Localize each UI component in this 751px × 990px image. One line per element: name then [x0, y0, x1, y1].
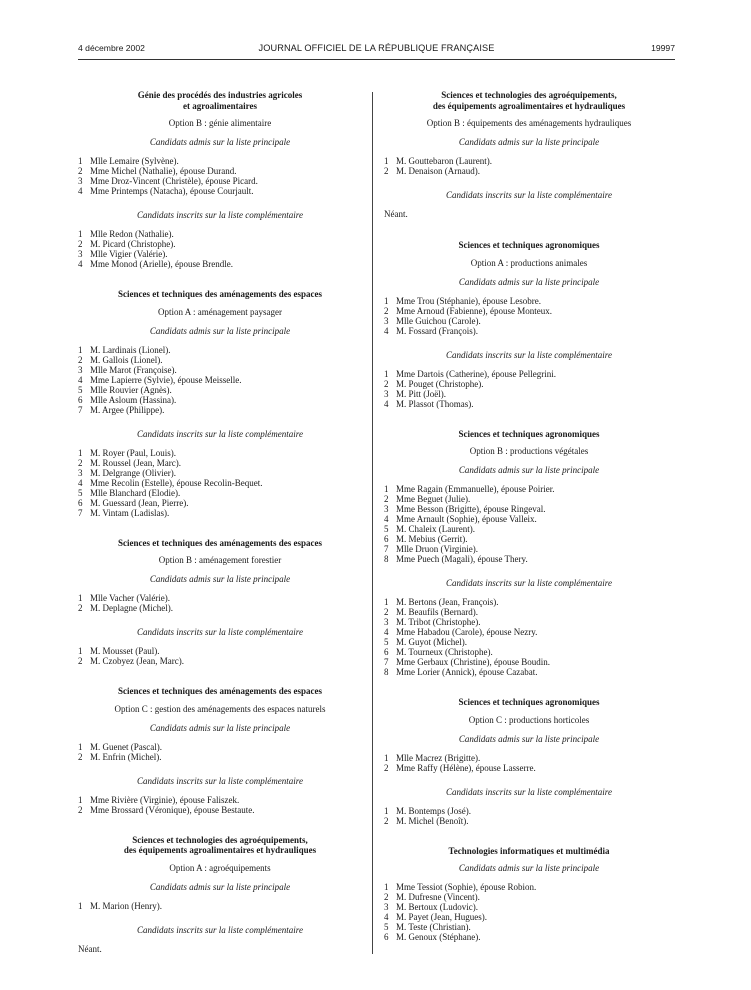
rank-number: 4 — [384, 398, 389, 409]
list-item — [78, 805, 362, 815]
list-item — [384, 544, 674, 554]
candidate-name: Mlle Rouvier (Agnès). — [90, 384, 172, 395]
header-date: 4 décembre 2002 — [78, 43, 145, 53]
rank-number: 7 — [78, 404, 83, 415]
list-item — [78, 239, 362, 249]
list-item — [384, 484, 674, 494]
list-item — [78, 176, 362, 186]
candidate-list — [384, 882, 674, 942]
list-item — [78, 478, 362, 488]
rank-number: 1 — [384, 752, 389, 763]
list-item — [78, 355, 362, 365]
list-heading: Candidats inscrits sur la liste complémentaire — [137, 210, 303, 220]
section-title — [384, 90, 674, 111]
rank-number: 4 — [384, 627, 389, 637]
list-item — [78, 656, 362, 666]
rank-number: 2 — [78, 656, 83, 666]
list-heading: Candidats admis sur la liste principale — [458, 137, 600, 147]
list-item — [78, 752, 362, 762]
rank-number: 2 — [384, 892, 389, 902]
rank-number: 3 — [78, 364, 83, 375]
candidate-name: Mlle Lemaire (Sylvène). — [90, 156, 179, 166]
section-title-line: Sciences et techniques agronomiques — [458, 428, 600, 439]
rank-number: 1 — [384, 805, 389, 816]
rank-number: 1 — [384, 295, 389, 306]
rank-number: 3 — [78, 467, 83, 478]
list-item — [78, 498, 362, 508]
rank-number: 3 — [384, 315, 389, 326]
list-item — [384, 627, 674, 637]
candidate-name: M. Bontemps (José). — [396, 805, 471, 816]
list-heading: Candidats admis sur la liste principale — [458, 276, 600, 287]
list-item — [384, 637, 674, 647]
list-item — [78, 365, 362, 375]
list-heading: Candidats inscrits sur la liste complémentaire — [137, 924, 303, 935]
rank-number: 2 — [78, 751, 83, 762]
list-item — [384, 816, 674, 826]
list-item — [78, 249, 362, 259]
neant-text: Néant. — [384, 209, 408, 219]
candidate-name: M. Deplagne (Michel). — [90, 603, 173, 613]
rank-number: 2 — [384, 494, 389, 504]
list-item — [384, 597, 674, 607]
rank-number: 1 — [78, 344, 83, 355]
option-heading: Option B : aménagement forestier — [158, 555, 282, 565]
option-heading: Option B : équipements des aménagements hydrauliques — [426, 118, 632, 128]
list-heading: Candidats admis sur la liste principale — [458, 863, 600, 873]
list-item — [78, 229, 362, 239]
section-title — [78, 90, 362, 111]
rank-number: 4 — [78, 259, 83, 269]
section-title-line: des équipements agroalimentaires et hydrauliques — [432, 100, 626, 111]
section-title — [78, 538, 362, 549]
list-item — [384, 389, 674, 399]
list-item — [384, 296, 674, 306]
section-title — [384, 429, 674, 440]
rank-number: 1 — [78, 900, 83, 911]
rank-number: 2 — [78, 354, 83, 365]
list-item — [78, 186, 362, 196]
candidate-list — [78, 742, 362, 762]
list-item — [384, 932, 674, 942]
list-item — [78, 646, 362, 656]
candidate-name: M. Delgrange (Olivier). — [90, 467, 176, 478]
candidate-name: Mme Puech (Magali), épouse Thery. — [396, 554, 528, 564]
candidate-name: Mme Tessiot (Sophie), épouse Robion. — [396, 882, 537, 892]
list-heading: Candidats admis sur la liste principale — [149, 325, 291, 336]
candidate-name: Mme Beguet (Julie). — [396, 494, 471, 504]
list-item — [78, 795, 362, 805]
candidate-name: Mlle Asloum (Hassina). — [90, 394, 177, 405]
candidate-name: M. Tribot (Christophe). — [396, 617, 481, 627]
candidate-list — [384, 484, 674, 564]
section-title — [384, 846, 674, 857]
list-item — [384, 554, 674, 564]
rank-number: 6 — [384, 932, 389, 942]
rank-number: 5 — [384, 524, 389, 534]
rank-number: 8 — [384, 554, 389, 564]
rank-number: 1 — [78, 156, 83, 166]
rank-number: 3 — [384, 902, 389, 912]
list-item — [384, 753, 674, 763]
list-item — [78, 603, 362, 613]
rank-number: 2 — [78, 804, 83, 815]
candidate-name: M. Vintam (Ladislas). — [90, 507, 170, 518]
candidate-name: Mme Brossard (Véronique), épouse Bestaute. — [90, 804, 255, 815]
candidate-name: M. Royer (Paul, Louis). — [90, 447, 176, 458]
candidate-list — [384, 296, 674, 336]
list-item — [384, 667, 674, 677]
candidate-name: Mme Recolin (Estelle), épouse Recolin-Bequet. — [90, 477, 263, 488]
candidate-name: M. Lardinais (Lionel). — [90, 344, 171, 355]
option-heading: Option C : gestion des aménagements des espaces naturels — [114, 703, 326, 714]
list-item — [78, 375, 362, 385]
rank-number: 4 — [384, 912, 389, 922]
candidate-name: Mme Rivière (Virginie), épouse Faliszek. — [90, 794, 240, 805]
list-item — [384, 399, 674, 409]
list-item — [78, 742, 362, 752]
column-divider — [372, 92, 373, 954]
list-item — [384, 902, 674, 912]
left-column — [78, 90, 362, 975]
candidate-name: Mlle Druon (Virginie). — [396, 544, 479, 554]
candidate-name: Mlle Macrez (Brigitte). — [396, 752, 481, 763]
candidate-list — [78, 646, 362, 666]
list-heading: Candidats inscrits sur la liste complémentaire — [137, 428, 303, 439]
candidate-name: Mlle Vacher (Valérie). — [90, 593, 171, 603]
candidate-name: M. Guessard (Jean, Pierre). — [90, 497, 189, 508]
list-heading: Candidats inscrits sur la liste complémentaire — [446, 349, 612, 360]
list-heading: Candidats admis sur la liste principale — [149, 722, 291, 733]
list-item — [78, 395, 362, 405]
option-heading: Option A : agroéquipements — [169, 862, 271, 873]
rank-number: 6 — [384, 647, 389, 657]
rank-number: 1 — [384, 882, 389, 892]
list-item — [78, 508, 362, 518]
option-heading: Option B : productions végétales — [469, 446, 589, 456]
rank-number: 4 — [384, 514, 389, 524]
list-item — [78, 488, 362, 498]
list-item — [384, 369, 674, 379]
list-heading: Candidats inscrits sur la liste complémentaire — [446, 578, 612, 588]
list-item — [384, 806, 674, 816]
list-item — [384, 316, 674, 326]
list-item — [384, 882, 674, 892]
candidate-name: Mlle Blanchard (Elodie). — [90, 487, 181, 498]
candidate-name: M. Mebius (Gerrit). — [396, 534, 468, 544]
candidate-name: Mlle Redon (Nathalie). — [90, 229, 174, 239]
list-item — [78, 405, 362, 415]
candidate-name: Mme Monod (Arielle), épouse Brendle. — [90, 259, 233, 269]
candidate-list — [78, 156, 362, 196]
list-item — [384, 494, 674, 504]
list-item — [384, 892, 674, 902]
candidate-name: M. Guyot (Michel). — [396, 637, 467, 647]
candidate-name: Mme Droz-Vincent (Christèle), épouse Picard. — [90, 176, 258, 186]
section-title-line: Sciences et techniques des aménagements des espaces — [118, 289, 322, 299]
candidate-name: Mme Raffy (Hélène), épouse Lasserre. — [396, 762, 536, 773]
rank-number: 2 — [384, 815, 389, 826]
candidate-list — [78, 229, 362, 269]
rank-number: 2 — [384, 378, 389, 389]
candidate-list — [78, 345, 362, 415]
candidate-name: M. Bertoux (Ludovic). — [396, 902, 478, 912]
candidate-name: M. Dufresne (Vincent). — [396, 892, 480, 902]
rank-number: 1 — [78, 229, 83, 239]
list-heading: Candidats inscrits sur la liste complémentaire — [446, 190, 612, 200]
rank-number: 7 — [384, 657, 389, 667]
candidate-list — [384, 597, 674, 677]
rank-number: 4 — [78, 186, 83, 196]
section-title-line: Technologies informatiques et multimédia — [448, 845, 610, 856]
list-heading: Candidats admis sur la liste principale — [149, 881, 291, 892]
candidate-name: M. Plassot (Thomas). — [396, 398, 474, 409]
rank-number: 4 — [78, 477, 83, 488]
list-item — [78, 901, 362, 911]
candidate-name: M. Chaleix (Laurent). — [396, 524, 475, 534]
section-title-line: Sciences et techniques agronomiques — [458, 697, 600, 707]
candidate-name: M. Teste (Christian). — [396, 922, 471, 932]
rank-number: 1 — [78, 447, 83, 458]
rank-number: 1 — [384, 484, 389, 494]
option-heading: Option A : productions animales — [470, 257, 588, 268]
list-item — [384, 379, 674, 389]
neant-text: Néant. — [78, 943, 102, 954]
section-title — [78, 686, 362, 697]
candidate-name: Mme Lapierre (Sylvie), épouse Meisselle. — [90, 374, 242, 385]
candidate-name: M. Roussel (Jean, Marc). — [90, 457, 181, 468]
list-item — [384, 922, 674, 932]
candidate-list — [78, 448, 362, 518]
section-title — [384, 240, 674, 251]
list-item — [384, 657, 674, 667]
candidate-name: M. Argee (Philippe). — [90, 404, 165, 415]
section-title-line: Génie des procédés des industries agricoles — [137, 90, 303, 100]
candidate-name: M. Gallois (Lionel). — [90, 354, 163, 365]
candidate-name: M. Beaufils (Bernard). — [396, 607, 478, 617]
candidate-name: Mme Gerbaux (Christine), épouse Boudin. — [396, 657, 550, 667]
rank-number: 2 — [384, 166, 389, 176]
candidate-name: Mme Ragain (Emmanuelle), épouse Poirier. — [396, 484, 555, 494]
rank-number: 2 — [78, 457, 83, 468]
rank-number: 7 — [384, 544, 389, 554]
list-item — [78, 385, 362, 395]
candidate-list — [78, 901, 362, 911]
candidate-name: M. Fossard (François). — [396, 325, 478, 336]
rank-number: 5 — [384, 637, 389, 647]
section-title — [384, 697, 674, 708]
candidate-list — [384, 369, 674, 409]
rank-number: 3 — [78, 176, 83, 186]
rank-number: 3 — [384, 504, 389, 514]
rank-number: 3 — [384, 617, 389, 627]
candidate-name: Mme Dartois (Catherine), épouse Pellegrini. — [396, 368, 556, 379]
right-column — [384, 90, 674, 962]
section-gap — [384, 956, 674, 962]
rank-number: 4 — [78, 374, 83, 385]
rank-number: 6 — [78, 497, 83, 508]
rank-number: 1 — [384, 368, 389, 379]
candidate-name: Mme Arnault (Sophie), épouse Valleix. — [396, 514, 537, 524]
list-item — [384, 514, 674, 524]
list-item — [384, 912, 674, 922]
candidate-name: M. Payet (Jean, Hugues). — [396, 912, 487, 922]
rank-number: 1 — [384, 597, 389, 607]
candidate-name: M. Pouget (Christophe). — [396, 378, 484, 389]
list-item — [384, 607, 674, 617]
candidate-name: M. Michel (Benoît). — [396, 815, 469, 826]
rank-number: 1 — [78, 741, 83, 752]
list-item — [78, 593, 362, 603]
list-heading: Candidats inscrits sur la liste complémentaire — [137, 775, 303, 786]
candidate-name: M. Czobyez (Jean, Marc). — [90, 656, 184, 666]
candidate-name: M. Bertons (Jean, François). — [396, 597, 499, 607]
section-title-line: Sciences et techniques des aménagements des espaces — [118, 686, 322, 696]
list-heading: Candidats inscrits sur la liste complémentaire — [446, 786, 612, 797]
rank-number: 4 — [384, 325, 389, 336]
candidate-name: M. Marion (Henry). — [90, 900, 162, 911]
candidate-name: M. Gouttebaron (Laurent). — [396, 156, 492, 166]
candidate-list — [384, 753, 674, 773]
list-heading: Candidats admis sur la liste principale — [149, 574, 291, 584]
candidate-name: M. Pitt (Joël). — [396, 388, 447, 399]
section-title — [78, 835, 362, 856]
section-title-line: Sciences et technologies des agroéquipements, — [441, 90, 617, 100]
candidate-name: Mme Printemps (Natacha), épouse Courjault. — [90, 186, 254, 196]
list-heading: Candidats admis sur la liste principale — [458, 465, 600, 475]
rank-number: 2 — [384, 762, 389, 773]
candidate-name: M. Picard (Christophe). — [90, 239, 176, 249]
list-item — [78, 448, 362, 458]
candidate-name: Mme Lorier (Annick), épouse Cazabat. — [396, 667, 538, 677]
candidate-name: M. Tourneux (Christophe). — [396, 647, 493, 657]
candidate-name: Mlle Guichou (Carole). — [396, 315, 481, 326]
rank-number: 8 — [384, 667, 389, 677]
section-title-line: Sciences et techniques des aménagements des espaces — [118, 537, 322, 548]
section-gap — [78, 969, 362, 975]
list-item — [384, 306, 674, 316]
rank-number: 5 — [78, 487, 83, 498]
list-item — [384, 617, 674, 627]
list-heading: Candidats inscrits sur la liste complémentaire — [137, 627, 303, 637]
list-item — [78, 166, 362, 176]
rank-number: 1 — [384, 156, 389, 166]
rank-number: 2 — [78, 166, 83, 176]
section-title-line: et agroalimentaires — [183, 100, 257, 111]
list-item — [78, 156, 362, 166]
candidate-name: Mme Michel (Nathalie), épouse Durand. — [90, 166, 237, 176]
candidate-name: M. Enfrin (Michel). — [90, 751, 162, 762]
rank-number: 2 — [384, 305, 389, 316]
candidate-list — [78, 593, 362, 613]
section-title — [78, 289, 362, 300]
rank-number: 2 — [78, 239, 83, 249]
rank-number: 3 — [78, 249, 83, 259]
list-item — [78, 458, 362, 468]
list-item — [384, 166, 674, 176]
list-heading: Candidats admis sur la liste principale — [458, 733, 600, 744]
candidate-name: M. Guenet (Pascal). — [90, 741, 162, 752]
rank-number: 7 — [78, 507, 83, 518]
list-item — [384, 156, 674, 166]
page-header — [78, 43, 675, 60]
rank-number: 5 — [78, 384, 83, 395]
list-item — [384, 524, 674, 534]
candidate-name: M. Denaison (Arnaud). — [396, 166, 480, 176]
rank-number: 2 — [78, 603, 83, 613]
section-title-line: Sciences et technologies des agroéquipements, — [132, 834, 308, 845]
candidate-list — [384, 156, 674, 176]
candidate-list — [384, 806, 674, 826]
list-item — [78, 259, 362, 269]
list-item — [384, 504, 674, 514]
candidate-name: Mme Besson (Brigitte), épouse Ringeval. — [396, 504, 546, 514]
journal-title: JOURNAL OFFICIEL DE LA RÉPUBLIQUE FRANÇAISE — [258, 43, 495, 53]
candidate-name: Mlle Marot (Françoise). — [90, 364, 177, 375]
rank-number: 1 — [78, 593, 83, 603]
candidate-name: M. Genoux (Stéphane). — [396, 932, 481, 942]
list-item — [384, 326, 674, 336]
rank-number: 5 — [384, 922, 389, 932]
list-item — [78, 345, 362, 355]
option-heading: Option A : aménagement paysager — [158, 306, 282, 317]
list-item — [384, 534, 674, 544]
rank-number: 3 — [384, 388, 389, 399]
option-heading: Option C : productions horticoles — [468, 714, 590, 725]
section-title-line: des équipements agroalimentaires et hydrauliques — [123, 845, 317, 855]
candidate-name: Mme Habadou (Carole), épouse Nezry. — [396, 627, 538, 637]
list-item — [384, 647, 674, 657]
candidate-name: Mme Trou (Stéphanie), épouse Lesobre. — [396, 295, 541, 306]
rank-number: 1 — [78, 646, 83, 656]
list-item — [78, 468, 362, 478]
list-item — [384, 763, 674, 773]
rank-number: 6 — [384, 534, 389, 544]
rank-number: 6 — [78, 394, 83, 405]
candidate-name: Mlle Vigier (Valérie). — [90, 249, 168, 259]
candidate-name: M. Mousset (Paul). — [90, 646, 160, 656]
page-number: 19997 — [651, 43, 675, 53]
candidate-list — [78, 795, 362, 815]
rank-number: 1 — [78, 794, 83, 805]
option-heading: Option B : génie alimentaire — [168, 118, 272, 128]
candidate-name: Mme Arnoud (Fabienne), épouse Monteux. — [396, 305, 552, 316]
section-title-line: Sciences et techniques agronomiques — [458, 240, 600, 250]
list-heading: Candidats admis sur la liste principale — [149, 137, 291, 147]
rank-number: 2 — [384, 607, 389, 617]
